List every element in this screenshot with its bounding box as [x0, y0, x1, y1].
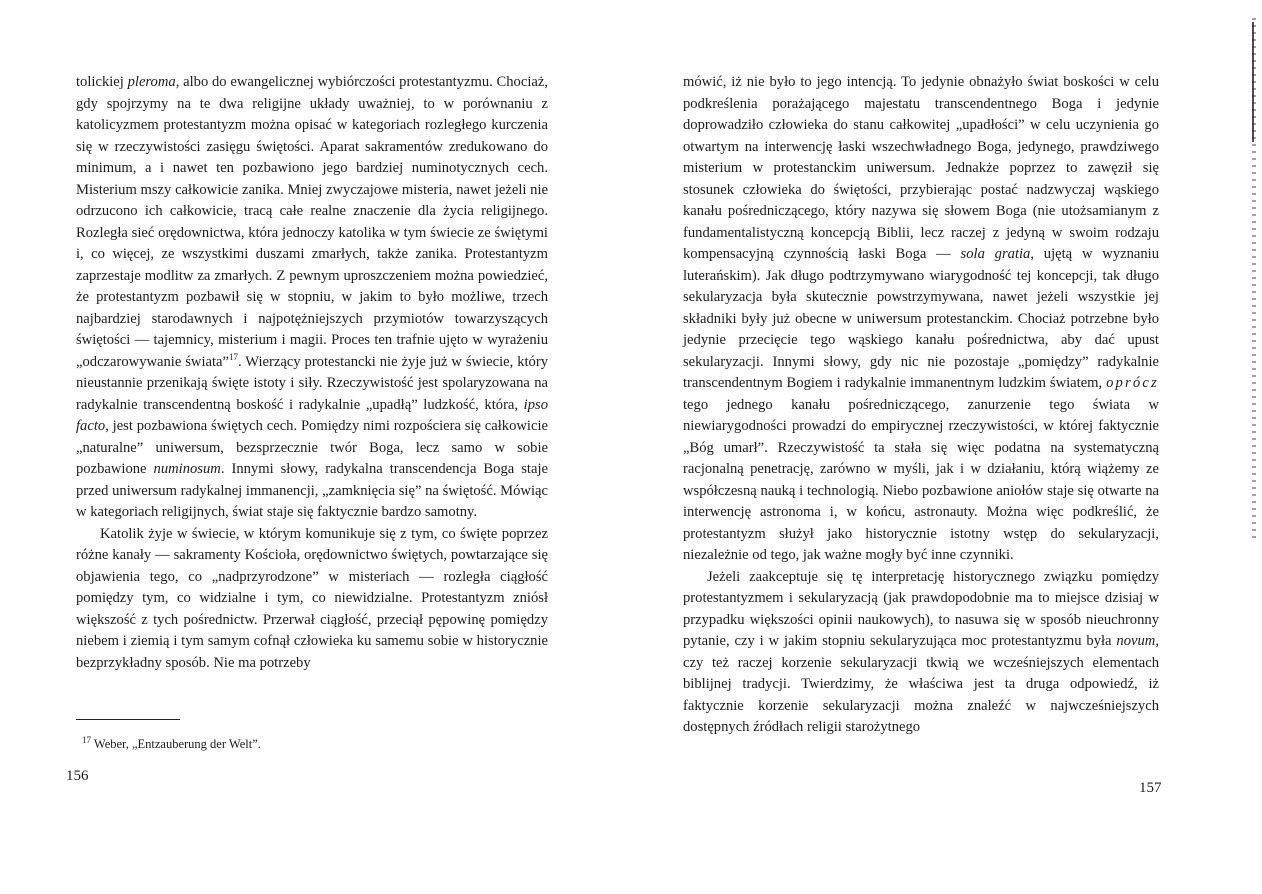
emphasized-word: oprócz	[1106, 375, 1159, 391]
left-paragraph-1	[76, 72, 548, 524]
left-body-text	[76, 72, 548, 674]
footnote-number: 17	[82, 734, 91, 745]
footnote-text: Weber, „Entzauberung der Welt”.	[93, 737, 261, 751]
italic-phrase: pleroma	[127, 74, 176, 90]
text-run: Katolik żyje w świecie, w którym komunikuje się z tym, co święte poprzez różne kanały — sakramenty Kościoła, orędownictwo świętych, powtarzające się objawienia tego, co „nadprzyrodzone” w misteriach — rozległa ciągłość pomiędzy tym, co widzialne i tym, co niewidzialne. Protestantyzm zniósł większość z tych pośrednictw. Przerwał ciągłość, przeciął pępowinę pomiędzy niebem i ziemią i tym samym cofnął człowieka ku samemu sobie w historycznie bezprzykładny sposób. Nie ma potrzeby	[76, 525, 548, 671]
text-run: , czy też raczej korzenie sekularyzacji tkwią we wcześniejszych elementach biblijnej tradycji. Twierdzimy, że właściwa jest ta druga odpowiedź, iż faktycznie korzenie sekularyzacji można znaleźć w najwcześniejszych dostępnych źródłach religii starożytnego	[683, 633, 1159, 735]
text-run: mówić, iż nie było to jego intencją. To jedynie obnażyło świat boskości w celu podkreślenia porażającego majestatu transcendentnego Boga i jedynie doprowadziło człowieka do stanu całkowitej „upadłości” w celu uczynienia go otwartym na interwencję łaski wszechwładnego Boga, jedynego, prawdziwego misterium w protestanckim uniwersum. Jednakże poprzez to zawęził się stosunek człowieka do świętości, przybierając postać nadzwyczaj wąskiego kanału pośredniczącego, który nazywa się słowem Boga (nie utożsamianym z fundamentalistyczną koncepcją Biblii, lecz raczej z jedyną w swoim rodzaju kompensacyjną czynnością łaski Boga —	[683, 74, 1159, 262]
text-run: , albo do ewangelicznej wybiórczości protestantyzmu. Chociaż, gdy spojrzymy na te dwa religijne układy uważniej, to w porównaniu z katolicyzmem protestantyzm można opisać w kategoriach rozległego kurczenia się w rzeczywistości zasięgu świętości. Aparat sakramentów zredukowano do minimum, a i nawet ten pozbawiono jego bardziej numinotycznych cech. Misterium mszy całkowicie zanika. Mniej zwyczajowe misteria, nawet jeżeli nie odrzucono ich całkowicie, tracą całe realne znaczenie dla życia religijnego. Rozległa sieć orędownictwa, która jednoczy katolika w tym świecie ze świętymi i, co więcej, ze wszystkimi duszami zmarłych, także zanika. Protestantyzm zaprzestaje modlitw za zmarłych. Z pewnym uproszczeniem można powiedzieć, że protestantyzm pozbawił się w stopniu, w jakim to było możliwe, trzech najbardziej starodawnych i najpotężniejszych przymiotów towarzyszących świętości — tajemnicy, misterium i magii. Proces ten trafnie ujęto w wyrażeniu „odczarowywanie świata”	[76, 74, 548, 370]
right-page-number: 157	[1139, 780, 1162, 796]
text-run: , jest pozbawiona świętych cech. Pomiędzy nimi rozpościera się całkowicie „naturalne” uniwersum, bezsprzecznie twór Boga, lecz samo w sobie pozbawione	[76, 418, 548, 477]
right-paragraph-1	[683, 72, 1159, 567]
right-body-text	[683, 72, 1159, 739]
footnote-reference: 17	[229, 351, 239, 362]
italic-phrase: sola gratia	[960, 246, 1031, 262]
right-page	[631, 0, 1262, 894]
italic-phrase: ipso facto	[76, 396, 548, 434]
italic-phrase: novum	[1116, 633, 1156, 649]
text-run: tego jednego kanału pośredniczącego, zanurzenie tego świata w niewiarygodności prowadzi do empirycznej rzeczywistości, w której faktycznie „Bóg umarł”. Rzeczywistość ta stała się więc podatna na systematyczną racjonalną penetrację, zarówno w myśli, jak i w działaniu, którą wiążemy ze współczesną nauką i technologią. Niebo pozbawione aniołów staje się otwarte na interwencję astronoma i, w końcu, astronauty. Można więc podkreślić, że protestantyzm służył jako historycznie istotny wstęp do sekularyzacji, niezależnie od tego, jak ważne mogły być inne czynniki.	[683, 396, 1159, 563]
text-run: . Wierzący protestancki nie żyje już w świecie, który nieustannie przenikają święte istoty i siły. Rzeczywistość jest spolaryzowana na radykalnie transcendentną boskość i radykalnie „upadłą” ludzkość, która,	[76, 353, 548, 413]
text-run: , ujętą w wyznaniu luterańskim). Jak długo podtrzymywano wiarygodność tej koncepcji, tak długo sekularyzacja była skutecznie powstrzymywana, nawet jeżeli wszystkie jej składniki były już obecne w uniwersum protestanckim. Chociaż potrzebne było jedynie przecięcie tego wąskiego kanału pośrednictwa, aby dać upust sekularyzacji. Innymi słowy, gdy nic nie pozostaje „pomiędzy” radykalnie transcendentnym Bogiem i radykalnie immanentnym ludzkim światem,	[683, 246, 1160, 391]
italic-phrase: numinosum	[153, 461, 221, 477]
text-run: Jeżeli zaakceptuje się tę interpretację historycznego związku pomiędzy protestantyzmem i sekularyzacją (jak prawdopodobnie ma to miejsce dzisiaj w przypadku większości opinii naukowych), to nasuwa się w sposób nieuchronny pytanie, czy i w jakim stopniu sekularyzująca moc protestantyzmu była	[683, 568, 1159, 649]
left-paragraph-2	[76, 524, 548, 675]
footnote-divider	[76, 719, 180, 720]
right-paragraph-2	[683, 567, 1159, 739]
scan-edge-shadow	[1252, 22, 1254, 142]
left-page-number: 156	[66, 768, 89, 784]
footnote	[82, 736, 542, 752]
text-run: tolickiej	[76, 74, 128, 90]
text-run: . Innymi słowy, radykalna transcendencja Boga staje przed uniwersum radykalnej immanencji, „zamknięcia się” na świętość. Mówiąc w kategoriach religijnych, świat staje się faktycznie bardzo samotny.	[76, 461, 548, 520]
